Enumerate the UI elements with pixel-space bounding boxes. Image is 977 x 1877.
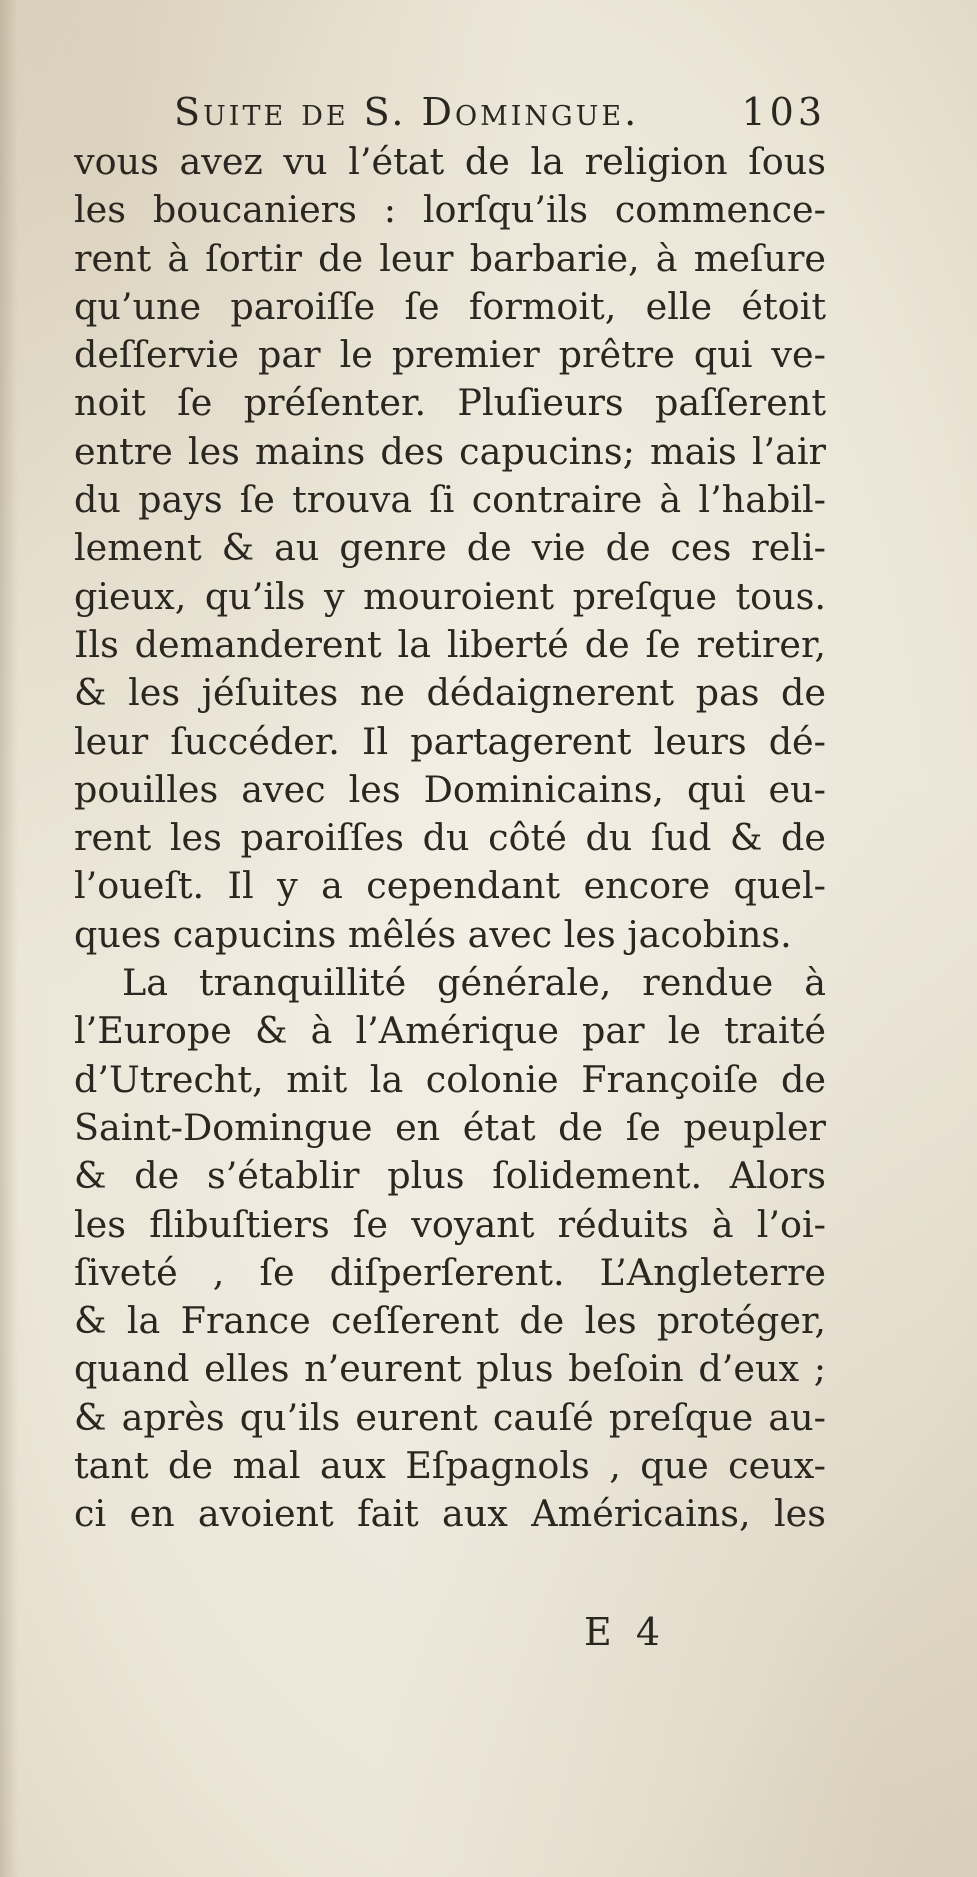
text-line: & après qu’ils eurent cauſé preſque au- — [74, 1395, 826, 1439]
text-line: l’Europe & à l’Amérique par le traité — [74, 1009, 826, 1053]
text-line: ci en avoient fait aux Américains, les — [74, 1492, 826, 1536]
text-line: rent à ſortir de leur barbarie, à meſure — [74, 236, 826, 280]
text-line: du pays ſe trouva ſi contraire à l’habil- — [74, 478, 826, 522]
text-line: lement & au genre de vie de ces reli- — [74, 526, 826, 570]
paragraph-2 — [74, 959, 826, 1539]
page-number: 103 — [741, 90, 826, 134]
page-gutter-shadow — [0, 0, 18, 1877]
text-line: entre les mains des capucins; mais l’air — [74, 429, 826, 473]
paragraph-1 — [74, 138, 826, 959]
text-line: qu’une paroiſſe ſe formoit, elle étoit — [74, 284, 826, 328]
running-title: Suite de S. Domingue. — [174, 90, 640, 134]
page-header — [74, 88, 826, 136]
text-line: & de s’établir plus ſolidement. Alors — [74, 1154, 826, 1198]
text-line: Ils demanderent la liberté de ſe retirer, — [74, 622, 826, 666]
text-line: l’oueſt. Il y a cependant encore quel- — [74, 864, 826, 908]
text-line: ques capucins mêlés avec les jacobins. — [74, 912, 792, 956]
text-line: deſſervie par le premier prêtre qui ve- — [74, 333, 826, 377]
text-line: pouilles avec les Dominicains, qui eu- — [74, 767, 826, 811]
text-line: gieux, qu’ils y mouroient preſque tous. — [74, 574, 826, 618]
text-line: rent les paroiſſes du côté du ſud & de — [74, 816, 826, 860]
text-line: & les jéſuites ne dédaignerent pas de — [74, 671, 826, 715]
text-line: quand elles n’eurent plus beſoin d’eux ; — [74, 1347, 826, 1391]
text-line: Saint-Domingue en état de ſe peupler — [74, 1105, 826, 1149]
text-line: & la France ceſſerent de les protéger, — [74, 1299, 826, 1343]
text-line: d’Utrecht, mit la colonie Françoiſe de — [74, 1057, 826, 1101]
text-line: les boucaniers : lorſqu’ils commence- — [74, 188, 826, 232]
body-text — [74, 138, 826, 1608]
text-line: noit ſe préſenter. Pluſieurs paſſerent — [74, 381, 826, 425]
signature-mark: E 4 — [584, 1610, 666, 1654]
text-line: vous avez vu l’état de la religion ſous — [74, 140, 826, 183]
text-line: La tranquillité générale, rendue à — [122, 961, 826, 1005]
text-line: tant de mal aux Eſpagnols , que ceux- — [74, 1444, 826, 1488]
text-line: leur ſuccéder. Il partagerent leurs dé- — [74, 719, 826, 763]
text-line: ſiveté , ſe diſperſerent. L’Angleterre — [74, 1250, 826, 1294]
text-line: les flibuſtiers ſe voyant réduits à l’oi- — [74, 1202, 826, 1246]
